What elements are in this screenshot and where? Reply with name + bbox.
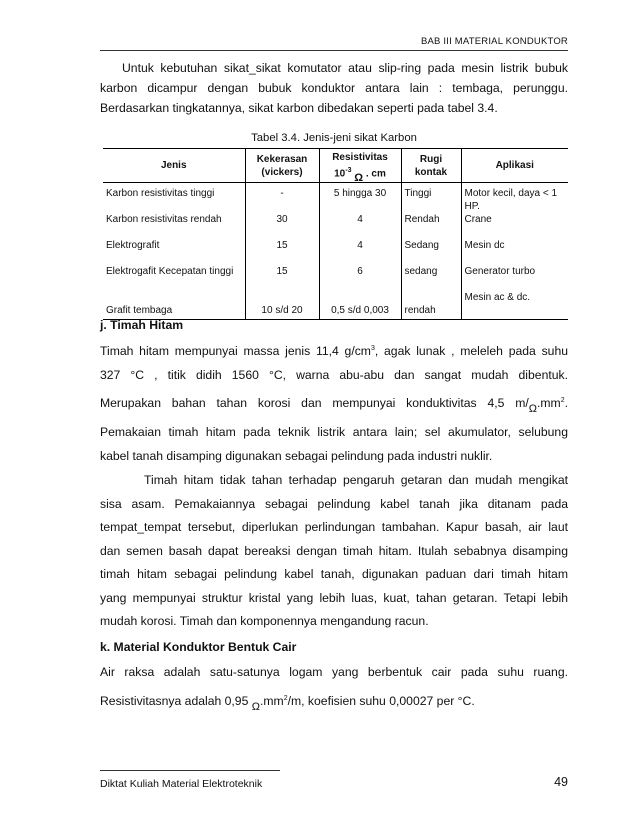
- header-rule: [100, 50, 568, 51]
- table-row: Karbon resistivitas rendah 30 4 Rendah Crane: [103, 213, 568, 239]
- para-line: sisa asam. Pemakaiannya sebagai pelindung kabel tanah jika ditanam pada: [100, 496, 568, 511]
- carbon-brush-table: [103, 148, 568, 320]
- table-row: Grafit tembaga 10 s/d 20 0,5 s/d 0,003 rendah Mesin ac & dc.: [103, 291, 568, 320]
- intro-paragraph: [100, 58, 568, 118]
- section-k-para-1: [100, 660, 568, 717]
- table-header-row: [103, 149, 568, 183]
- intro-line-3: Berdasarkan tingkatannya, sikat karbon dibedakan seperti pada tabel 3.4.: [100, 101, 498, 115]
- para-line: Timah hitam tidak tahan terhadap pengaruh getaran dan mudah mengikat: [144, 473, 568, 487]
- ohm-symbol: Ω: [528, 403, 537, 416]
- header-jenis: Jenis: [160, 160, 187, 172]
- para-line: kabel tanah disamping digunakan sebagai pelindung pada industri nuklir.: [100, 449, 493, 463]
- header-resistivitas: Resistivitas $10^{-3}$ Ω . cm: [319, 149, 401, 183]
- section-j-para-3: [100, 469, 568, 634]
- para-line: mudah korosi. Timah dan komponennya mengandung racun.: [100, 614, 429, 628]
- ohm-symbol: Ω: [251, 701, 260, 714]
- header-aplikasi: Aplikasi: [461, 149, 568, 183]
- page-number: 49: [554, 775, 568, 789]
- table-row: Karbon resistivitas tinggi - 5 hingga 30 Tinggi Motor kecil, daya < 1 HP.: [103, 183, 568, 214]
- para-line: Pemakaian timah hitam pada teknik listrik antara lain; sel akumulator, selubung: [100, 425, 568, 439]
- table-row: Elektrografit 15 4 Sedang Mesin dc: [103, 239, 568, 265]
- header-kekerasan: Kekerasan (vickers): [245, 149, 319, 183]
- section-j-para-2: [100, 420, 568, 468]
- section-k-heading: k. Material Konduktor Bentuk Cair: [100, 640, 297, 654]
- para-line: yang mempunyai struktur kristal yang lebih luas, kuat, tahan getaran. Tetapi lebih: [100, 590, 568, 605]
- footer-title: Diktat Kuliah Material Elektroteknik: [100, 778, 263, 790]
- header-rugi-kontak: Rugi kontak: [401, 149, 461, 183]
- intro-line-2: karbon dicampur dengan bubuk konduktor antara lain : tembaga, perunggu.: [100, 81, 568, 95]
- para-line: Timah hitam mempunyai massa jenis 11,4 $g/cm^3$, agak lunak , meleleh pada suhu: [100, 344, 568, 359]
- para-line: timah hitam sebagai pelindung kabel tanah, digunakan paduan dari timah hitam: [100, 567, 568, 581]
- ohm-symbol: Ω: [354, 172, 364, 185]
- para-line: Air raksa adalah satu-satunya logam yang berbentuk cair pada suhu ruang.: [100, 665, 568, 679]
- para-line: 327 °C , titik didih 1560 °C, warna abu-abu dan sangat mudah dibentuk.: [100, 368, 568, 383]
- footer-rule: [100, 770, 280, 771]
- table-caption: Tabel 3.4. Jenis-jeni sikat Karbon: [251, 132, 417, 144]
- intro-line-1: Untuk kebutuhan sikat_sikat komutator atau slip-ring pada mesin listrik bubuk: [122, 61, 568, 75]
- para-line: Resistivitasnya adalah 0,95 $\Omega.mm^2/m$, koefisien suhu 0,00027 per °C.: [100, 694, 475, 714]
- running-header: BAB III MATERIAL KONDUKTOR: [420, 36, 568, 47]
- para-line: Merupakan bahan tahan korosi dan mempunyai konduktivitas 4,5 $m/\Omega.mm^2$.: [100, 396, 568, 416]
- table-row: Elektrogafit Kecepatan tinggi 15 6 sedang Generator turbo: [103, 265, 568, 291]
- section-j-para-1: [100, 337, 568, 418]
- section-j-heading: j. Timah Hitam: [100, 318, 184, 332]
- para-line: dan semen basah dapat bereaksi dengan timah hitam. Itulah sebabnya disamping: [100, 543, 568, 558]
- para-line: tempat_tempat tersebut, diperlukan perlindungan tambahan. Kapur basah, air laut: [100, 520, 568, 534]
